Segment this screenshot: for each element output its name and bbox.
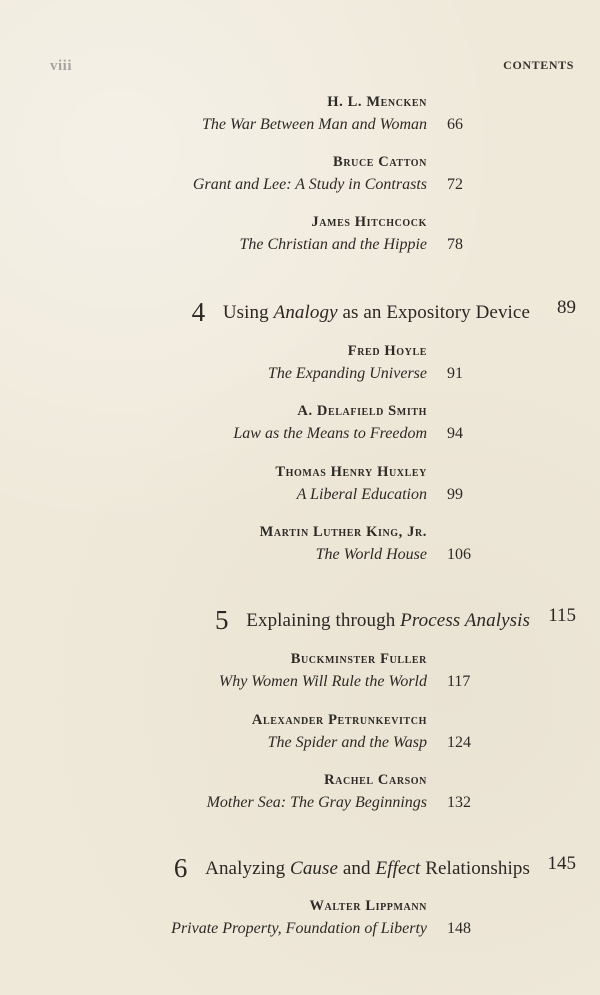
chapter-title-part: Using <box>222 302 274 323</box>
essay-title: Mother Sea: The Gray Beginnings <box>206 794 427 811</box>
essay-title: The World House <box>315 546 427 563</box>
essay-title: Private Property, Foundation of Liberty <box>171 920 427 937</box>
chapter-page-number: 89 <box>557 297 576 318</box>
essay-title: A Liberal Education <box>296 486 427 503</box>
chapter-title-part: Relationships <box>420 858 530 879</box>
chapter-heading-row <box>0 605 600 639</box>
author-name: Alexander Petrunkevitch <box>251 712 427 728</box>
author-name: A. Delafield Smith <box>297 403 427 419</box>
chapter-heading <box>192 297 530 328</box>
chapter-title-part: Analyzing <box>205 858 291 879</box>
chapter-title-part: Explaining through <box>246 610 401 631</box>
chapter-title <box>246 610 530 631</box>
chapter-page-number: 145 <box>547 853 576 874</box>
page-folio: viii <box>50 58 73 74</box>
toc-entry <box>0 214 600 264</box>
author-name: Bruce Catton <box>333 154 427 170</box>
chapter-title-emphasis: Process Analysis <box>400 610 530 631</box>
page-number: 91 <box>447 365 463 382</box>
essay-title: The Christian and the Hippie <box>239 236 427 253</box>
chapter-heading-row <box>0 297 600 331</box>
running-head: CONTENTS <box>503 58 574 72</box>
chapter-title-part: as an Expository Device <box>337 302 530 323</box>
author-name: Fred Hoyle <box>347 343 427 359</box>
page-number: 106 <box>447 546 471 563</box>
chapter-title-emphasis: Effect <box>375 858 421 879</box>
toc-entry <box>0 651 600 701</box>
chapter-title <box>205 858 530 879</box>
author-name: Martin Luther King, Jr. <box>259 524 427 540</box>
toc-entry <box>0 712 600 762</box>
page-number: 148 <box>447 920 471 937</box>
chapter-title-emphasis: Analogy <box>273 302 338 323</box>
chapter-number: 4 <box>191 297 206 327</box>
author-name: Buckminster Fuller <box>290 651 427 667</box>
essay-title: Grant and Lee: A Study in Contrasts <box>192 176 427 193</box>
author-name: Walter Lippmann <box>309 898 427 914</box>
page-number: 99 <box>447 486 463 503</box>
essay-title: Law as the Means to Freedom <box>233 425 427 442</box>
page-number: 124 <box>447 734 471 751</box>
essay-title: Why Women Will Rule the World <box>218 673 427 690</box>
page-number: 78 <box>447 236 463 253</box>
chapter-number: 6 <box>173 853 188 883</box>
page-number: 66 <box>447 116 463 133</box>
toc-entry <box>0 772 600 822</box>
page-number: 117 <box>447 673 471 690</box>
toc-entry <box>0 464 600 514</box>
toc-entry <box>0 94 600 144</box>
chapter-title-part: and <box>338 858 376 879</box>
chapter-title-emphasis: Cause <box>290 858 339 879</box>
page-number: 94 <box>447 425 463 442</box>
essay-title: The War Between Man and Woman <box>201 116 427 133</box>
toc-entry <box>0 524 600 574</box>
author-name: Thomas Henry Huxley <box>275 464 427 480</box>
toc-entry <box>0 154 600 204</box>
toc-entry <box>0 898 600 948</box>
page-number: 132 <box>447 794 471 811</box>
page-number: 72 <box>447 176 463 193</box>
toc-entry <box>0 343 600 393</box>
chapter-title <box>223 302 530 323</box>
chapter-heading-row <box>0 853 600 887</box>
toc-entry <box>0 403 600 453</box>
chapter-heading <box>174 853 530 884</box>
author-name: H. L. Mencken <box>327 94 427 110</box>
author-name: Rachel Carson <box>324 772 427 788</box>
chapter-page-number: 115 <box>548 605 576 626</box>
chapter-heading <box>215 605 530 636</box>
chapter-number: 5 <box>215 605 229 635</box>
author-name: James Hitchcock <box>311 214 427 230</box>
essay-title: The Spider and the Wasp <box>267 734 427 751</box>
essay-title: The Expanding Universe <box>267 365 427 382</box>
